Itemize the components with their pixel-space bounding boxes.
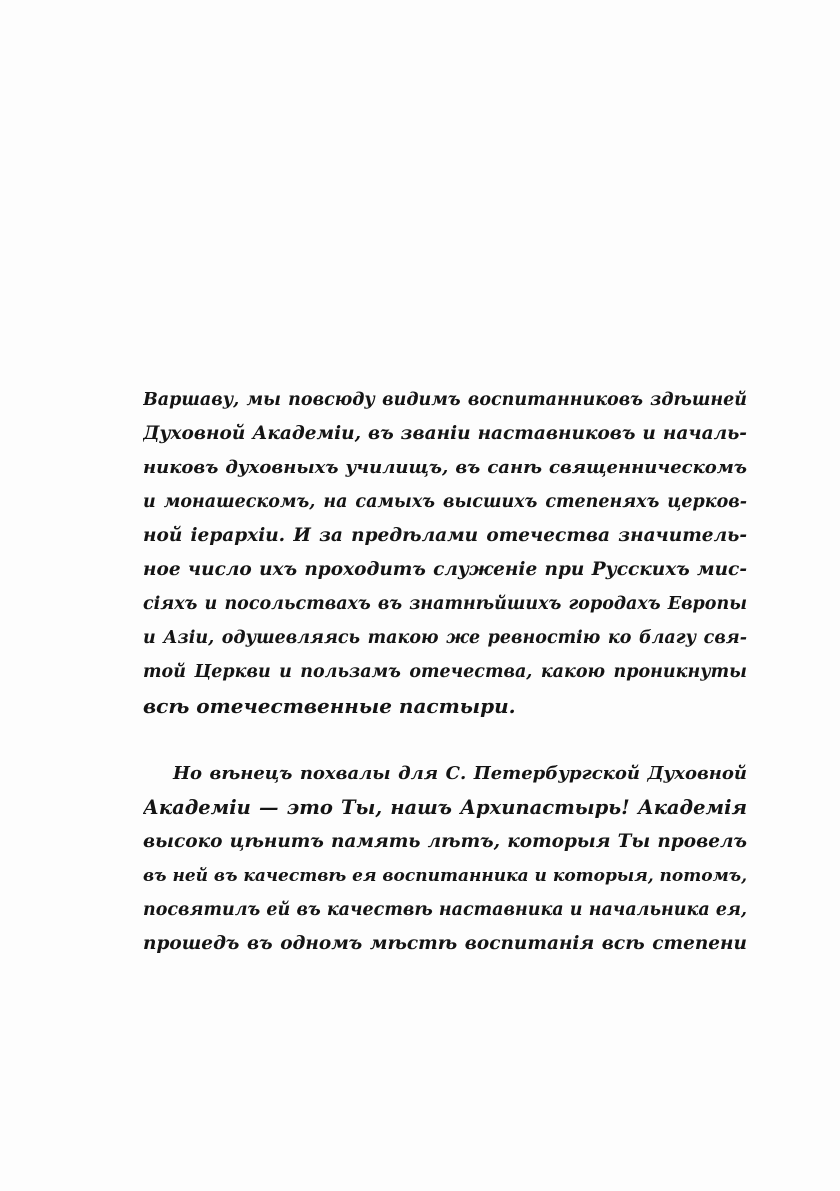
text-line: сіяхъ и посольствахъ въ знатнѣйшихъ городахъ Европы — [143, 594, 747, 614]
text-line: высоко цѣнитъ память лѣтъ, которыя Ты провелъ — [143, 831, 747, 852]
text-line: и монашескомъ, на самыхъ высшихъ степеняхъ церков- — [143, 492, 747, 512]
text-line: ной іерархіи. И за предѣлами отечества значитель- — [143, 525, 747, 546]
text-line: Академіи — это Ты, нашъ Архипастырь! Академія — [143, 796, 747, 819]
text-line: прошедъ въ одномъ мѣстѣ воспитанія всѣ степени — [143, 933, 747, 954]
paragraph-1 — [143, 383, 747, 723]
text-line: всѣ отечественные пастыри. — [143, 694, 516, 718]
text-line: той Церкви и пользамъ отечества, какою проникнуты — [143, 662, 747, 682]
paragraph-2 — [143, 757, 747, 961]
text-line: никовъ духовныхъ училищъ, въ санѣ священническомъ — [143, 457, 747, 478]
text-line: Но вѣнецъ похвалы для С. Петербургской Духовной — [173, 763, 747, 784]
text-line: Духовной Академіи, въ званіи наставниковъ и началь- — [143, 423, 747, 444]
text-line: Варшаву, мы повсюду видимъ воспитанниковъ здѣшней — [143, 390, 747, 410]
text-line: ное число ихъ проходитъ служеніе при Русскихъ мис- — [143, 559, 747, 580]
text-line: и Азіи, одушевляясь такою же ревностію ко благу свя- — [143, 628, 747, 648]
text-line: въ ней въ качествѣ ея воспитанника и которыя, потомъ, — [143, 866, 747, 886]
text-line: посвятилъ ей въ качествѣ наставника и начальника ея, — [143, 900, 747, 920]
